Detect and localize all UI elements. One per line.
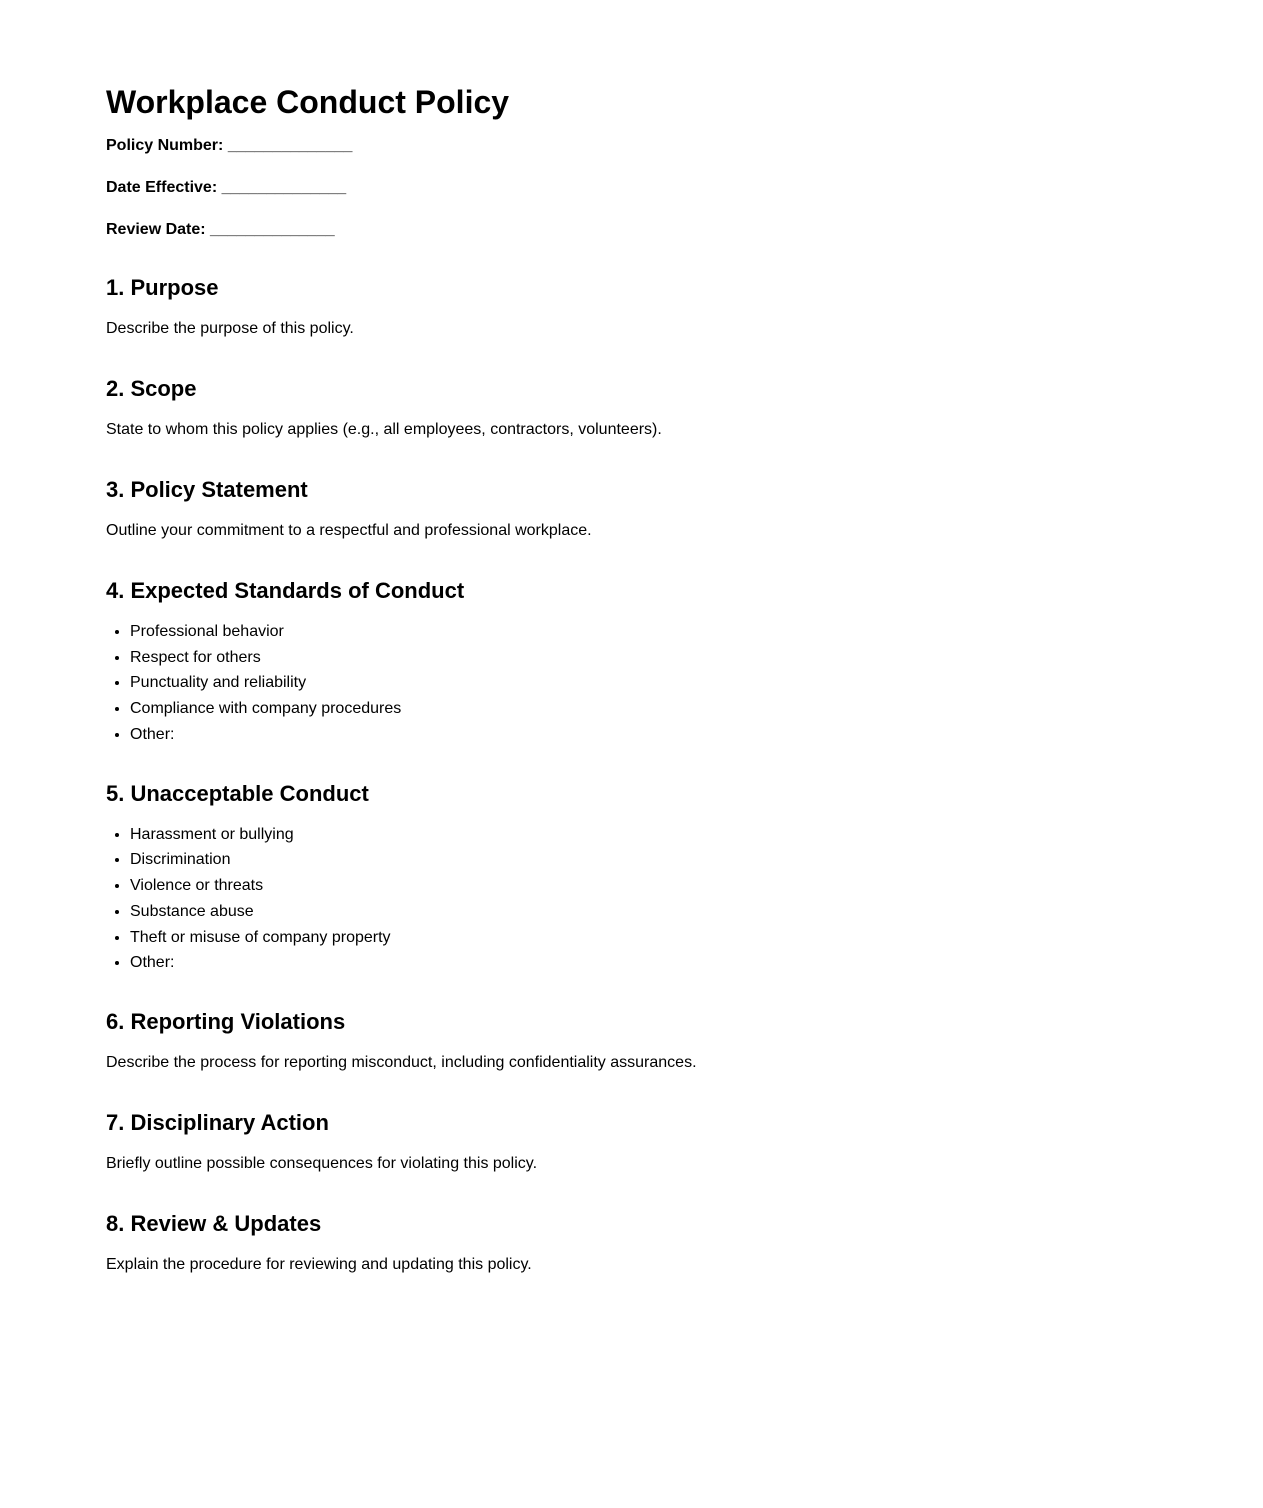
section-body: State to whom this policy applies (e.g., all employees, contractors, volunteers).	[106, 421, 662, 438]
section-heading: 3. Policy Statement	[106, 477, 308, 502]
policy-number-blank: ______________	[227, 137, 353, 154]
list-item: • Substance abuse	[130, 902, 1156, 922]
section-heading: 7. Disciplinary Action	[106, 1110, 329, 1136]
section-unacceptable-conduct	[106, 781, 1156, 973]
review-date-field	[106, 221, 1156, 239]
list-item: • Punctuality and reliability	[130, 673, 1156, 693]
section-heading: 4. Expected Standards of Conduct	[106, 578, 465, 603]
policy-number-label: Policy Number:	[106, 137, 224, 154]
section-body: Describe the process for reporting misconduct, including confidentiality assurances.	[106, 1054, 697, 1072]
list-item: • Respect for others	[130, 648, 1156, 668]
list-item: • Professional behavior	[130, 622, 1156, 642]
review-date-blank: ______________	[210, 221, 335, 238]
policy-number-field	[106, 137, 1156, 155]
section-scope	[106, 376, 1156, 440]
section-reporting-violations	[106, 1009, 1156, 1073]
section-heading: 6. Reporting Violations	[106, 1009, 346, 1035]
list-item: • Violence or threats	[130, 876, 1156, 896]
section-heading: 1. Purpose	[106, 275, 219, 300]
section-review-updates	[106, 1211, 1156, 1275]
date-effective-field	[106, 179, 1156, 197]
section-body: Outline your commitment to a respectful and professional workplace.	[106, 522, 592, 539]
section-disciplinary-action	[106, 1110, 1156, 1174]
section-body: Briefly outline possible consequences for violating this policy.	[106, 1155, 538, 1173]
list-item: • Other:	[130, 725, 1156, 745]
section-body: Explain the procedure for reviewing and updating this policy.	[106, 1256, 532, 1274]
date-effective-blank: ______________	[221, 179, 347, 196]
section-purpose	[106, 275, 1156, 339]
document-title: Workplace Conduct Policy	[106, 84, 510, 120]
list-item: • Harassment or bullying	[130, 825, 1156, 845]
list-item: • Compliance with company procedures	[130, 699, 1156, 719]
list-item: • Other:	[130, 953, 1156, 973]
section-heading: 2. Scope	[106, 376, 197, 401]
section-expected-standards	[106, 578, 1156, 745]
section-heading: 8. Review & Updates	[106, 1211, 322, 1237]
section-policy-statement	[106, 477, 1156, 541]
list-item: • Theft or misuse of company property	[130, 928, 1156, 948]
section-heading: 5. Unacceptable Conduct	[106, 780, 369, 806]
unacceptable-conduct-list	[106, 825, 1156, 973]
list-item: • Discrimination	[130, 850, 1156, 870]
expected-standards-list	[106, 622, 1156, 745]
date-effective-label: Date Effective:	[106, 179, 218, 196]
section-body: Describe the purpose of this policy.	[106, 320, 354, 337]
review-date-label: Review Date:	[106, 221, 206, 238]
